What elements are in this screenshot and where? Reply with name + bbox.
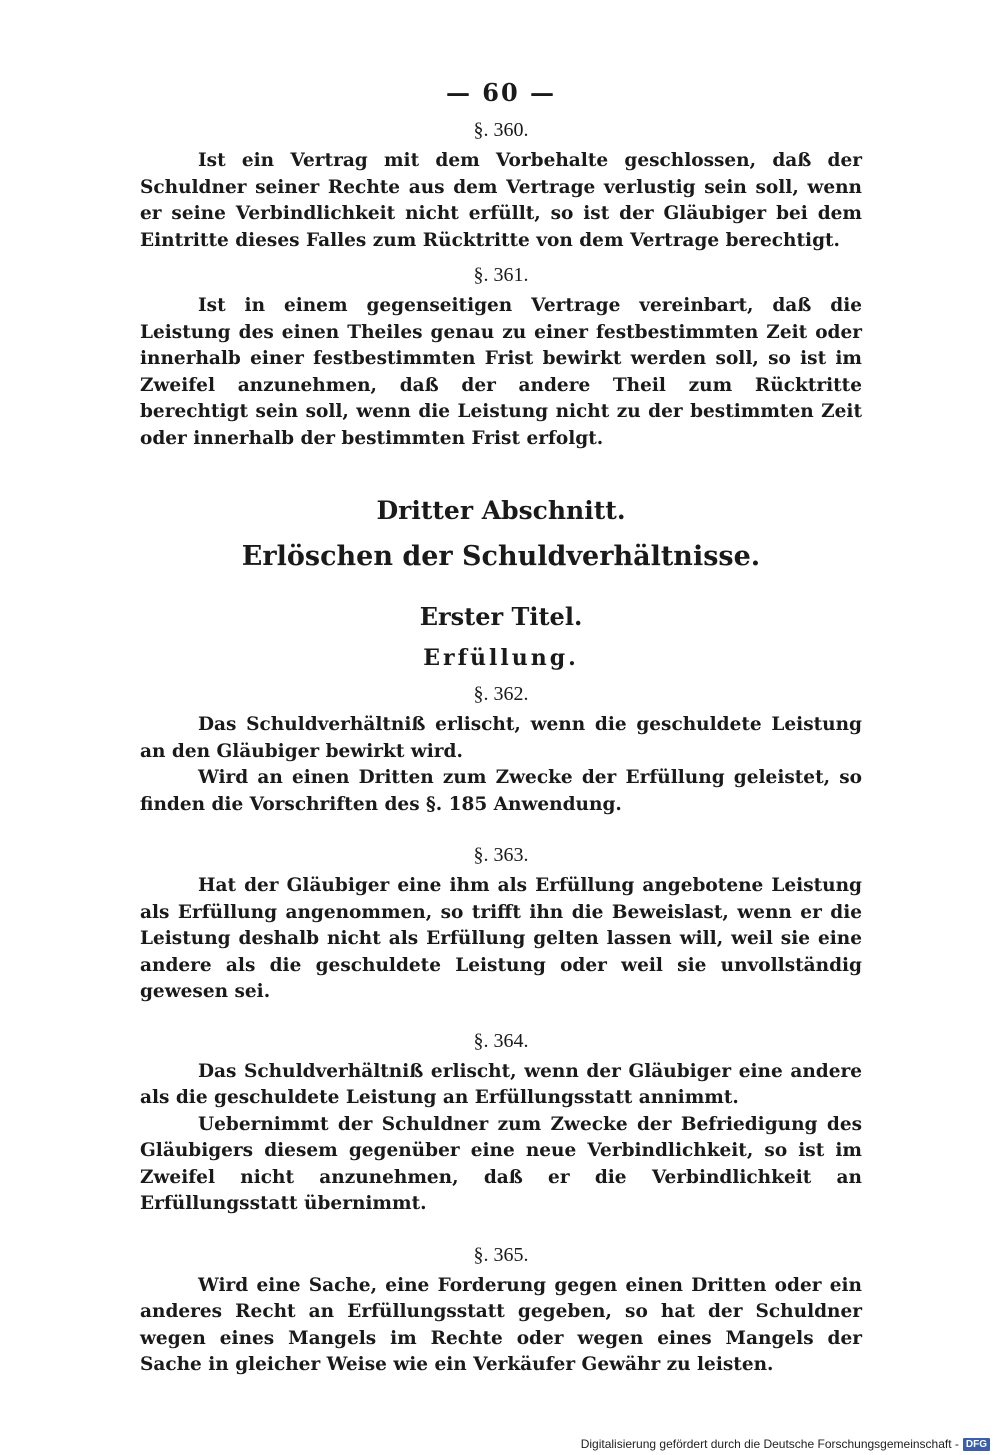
footer-text: Digitalisierung gefördert durch die Deutsche Forschungsgemeinschaft - [580, 1437, 959, 1451]
section-paragraph: Das Schuldverhältniß erlischt, wenn der Gläubiger eine andere als die geschuldete Leistung an Erfüllungsstatt annimmt. [140, 1060, 862, 1108]
section [140, 1244, 862, 1379]
section-heading: §. 364. [473, 1029, 529, 1052]
section-paragraph: Wird eine Sache, eine Forderung gegen einen Dritten oder ein anderes Recht an Erfüllungsstatt gegeben, so hat der Schuldner wegen eines Mangels im Rechte oder wegen eines Mangels der Sache in gleicher Weise wie ein Verkäufer Gewähr zu leisten. [140, 1274, 862, 1375]
title-heading: Erster Titel. [419, 602, 583, 631]
section-heading: §. 362. [473, 683, 529, 705]
chapter-subheading: Erlöschen der Schuldverhältnisse. [241, 541, 761, 572]
section [140, 1030, 862, 1218]
document-page [140, 78, 862, 1379]
section-paragraph: Wird an einen Dritten zum Zwecke der Erfüllung geleistet, so finden die Vorschriften des §. 185 Anwendung. [140, 767, 862, 815]
section-heading: §. 361. [473, 264, 529, 286]
section-paragraph: Das Schuldverhältniß erlischt, wenn die geschuldete Leistung an den Gläubiger bewirkt wird. [140, 714, 862, 762]
section [140, 683, 862, 818]
page-number: — 60 — [445, 78, 557, 107]
sections-before-chapter [140, 119, 862, 452]
section-paragraph: Uebernimmt der Schuldner zum Zwecke der Befriedigung des Gläubigers diesem gegenüber eine neue Verbindlichkeit, so ist im Zweifel nicht anzunehmen, daß er die Verbindlichkeit an Erfüllungsstatt übernimmt. [140, 1113, 862, 1214]
section [140, 119, 862, 254]
section-heading: §. 363. [473, 844, 529, 866]
chapter-heading: Dritter Abschnitt. [376, 496, 626, 525]
section-paragraph: Hat der Gläubiger eine ihm als Erfüllung angebotene Leistung als Erfüllung angenommen, so trifft ihn die Beweislast, wenn er die Leistung deshalb nicht als Erfüllung gelten lassen will, weil sie eine andere als die geschuldete Leistung oder weil sie unvollständig gewesen sei. [140, 875, 862, 1002]
section-paragraph: Ist in einem gegenseitigen Vertrage vereinbart, daß die Leistung des einen Theiles genau zu einer festbestimmten Zeit oder innerhalb einer festbestimmten Frist bewirkt werden soll, so ist im Zweifel anzunehmen, daß der andere Theil zum Rücktritte berechtigt sein soll, wenn die Leistung nicht zu der bestimmten Zeit oder innerhalb der bestimmten Frist erfolgt. [140, 295, 862, 449]
section [140, 264, 862, 452]
dfg-logo: DFG [963, 1438, 990, 1451]
section [140, 844, 862, 1006]
digitization-footer [581, 1437, 990, 1451]
section-paragraph: Ist ein Vertrag mit dem Vorbehalte geschlossen, daß der Schuldner seiner Rechte aus dem Vertrage verlustig sein soll, wenn er seine Verbindlichkeit nicht erfüllt, so ist der Gläubiger bei dem Eintritte dieses Falles zum Rücktritte von dem Vertrage berechtigt. [140, 150, 862, 251]
section-heading: §. 365. [473, 1243, 529, 1266]
title-subheading: Erfüllung. [423, 645, 579, 671]
sections-after-chapter [140, 683, 862, 1379]
section-heading: §. 360. [473, 119, 529, 141]
